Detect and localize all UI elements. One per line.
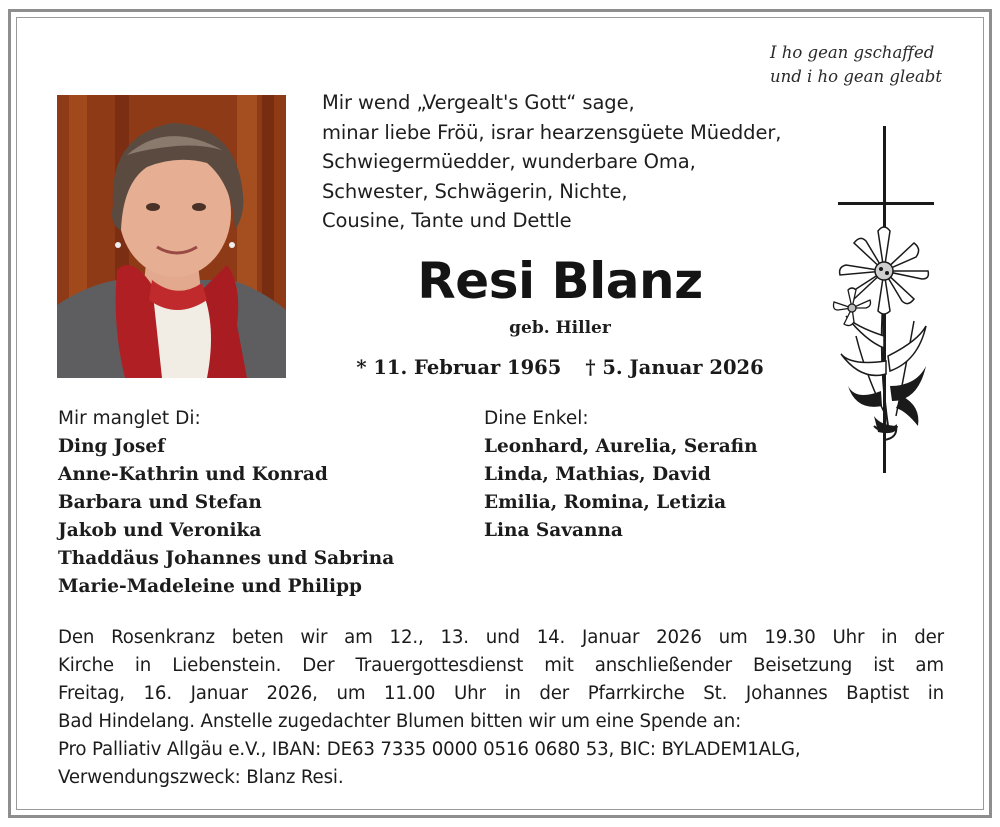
life-dates	[330, 356, 790, 379]
portrait-photo	[57, 95, 286, 378]
mourner-entry: Ding Josef	[58, 436, 166, 457]
grandchildren-entry: Emilia, Romina, Letizia	[484, 492, 727, 513]
grandchildren-entry: Leonhard, Aurelia, Serafin	[484, 436, 758, 457]
mourner-entry: Thaddäus Johannes und Sabrina	[58, 548, 395, 569]
funeral-notice	[58, 624, 944, 792]
thanks-line: Schwester, Schwägerin, Nichte,	[322, 179, 628, 203]
cross-with-edelweiss-icon	[826, 126, 946, 476]
thanks-text	[322, 88, 781, 236]
motto-line: I ho gean gschaffed	[769, 43, 935, 62]
mourner-entry: Jakob und Veronika	[58, 520, 262, 541]
notice-line: Freitag, 16. Januar 2026, um 11.00 Uhr in der Pfarrkirche St. Johannes Baptist in	[58, 683, 944, 704]
notice-line: Den Rosenkranz beten wir am 12., 13. und 14. Januar 2026 um 19.30 Uhr in der	[58, 627, 944, 648]
deceased-name: Resi Blanz	[417, 252, 703, 310]
notice-line: Verwendungszweck: Blanz Resi.	[58, 767, 344, 788]
death-date: 5. Januar 2026	[602, 356, 764, 379]
grandchildren-entry: Linda, Mathias, David	[484, 464, 711, 485]
maiden-name: geb. Hiller	[509, 318, 611, 338]
thanks-line: minar liebe Fröü, israr hearzensgüete Müedder,	[322, 120, 782, 144]
mourner-entry: Barbara und Stefan	[58, 492, 262, 513]
notice-line: Kirche in Liebenstein. Der Trauergottesdienst mit anschließender Beisetzung ist am	[58, 655, 944, 676]
thanks-line: Mir wend „Vergealt's Gott“ sage,	[322, 91, 635, 114]
mourners-right-heading: Dine Enkel:	[484, 408, 589, 429]
motto	[770, 41, 942, 89]
thanks-line: Cousine, Tante und Dettle	[322, 209, 572, 232]
mourners-right-column	[484, 405, 758, 545]
birth-date: 11. Februar 1965	[373, 356, 562, 379]
death-symbol: †	[585, 356, 596, 379]
notice-line: Bad Hindelang. Anstelle zugedachter Blumen bitten wir um eine Spende an:	[58, 711, 742, 732]
birth-symbol: *	[356, 356, 367, 379]
motto-line: und i ho gean gleabt	[769, 67, 942, 86]
grandchildren-entry: Lina Savanna	[484, 520, 623, 541]
mourner-entry: Marie-Madeleine und Philipp	[58, 576, 362, 597]
portrait-illustration	[57, 95, 286, 378]
thanks-line: Schwiegermüedder, wunderbare Oma,	[322, 150, 696, 173]
mourners-left-heading: Mir manglet Di:	[58, 408, 201, 429]
cross-icon	[826, 126, 946, 476]
notice-line: Pro Palliativ Allgäu e.V., IBAN: DE63 7335 0000 0516 0680 53, BIC: BYLADEM1ALG,	[58, 739, 801, 760]
mourner-entry: Anne-Kathrin und Konrad	[58, 464, 328, 485]
mourners-left-column	[58, 405, 394, 601]
